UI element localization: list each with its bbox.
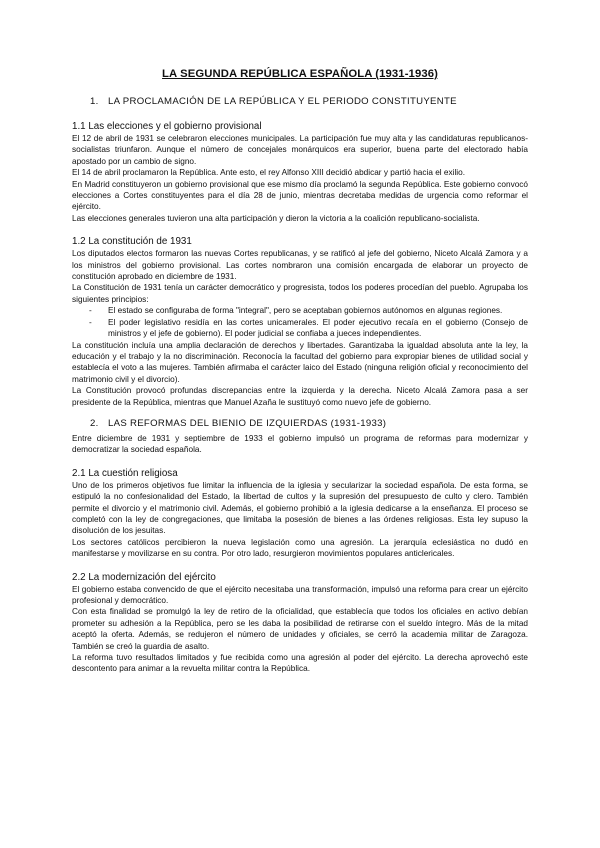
paragraph: La reforma tuvo resultados limitados y fue recibida como una agresión al poder del ejército. La derecha aprovechó este descontento para animar a la revuelta militar contra la República. xyxy=(72,653,528,674)
paragraph: Uno de los primeros objetivos fue limitar la influencia de la iglesia y secularizar la sociedad española. De esta forma, se estipuló la no confesionalidad del Estado, la libertad de cultos y la supresión del presupuesto de culto y clero. También permite el divorcio y el matrimonio civil. Además, el gobierno prohibió a la iglesia dedicarse a la enseñanza. El proceso se completó con la ley de congregaciones, que limitaba la posesión de bienes a las órdenes religiosas. Esta ley supuso la disolución de los jesuitas. xyxy=(72,480,528,536)
subsection-2-1-heading: 2.1 La cuestión religiosa xyxy=(72,467,178,479)
list-item-text: El poder legislativo residía en las cortes unicamerales. El poder ejecutivo recaía en el gobierno (Consejo de ministros y el jefe de gobierno). El poder judicial se confiaba a jueces independientes. xyxy=(108,317,528,339)
section-2-title: LAS REFORMAS DEL BIENIO DE IZQUIERDAS (1931-1933) xyxy=(108,417,387,429)
paragraph: La constitución incluía una amplia declaración de derechos y libertades. Garantizaba la igualdad absoluta ante la ley, la educación y el trabajo y la no discriminación. Reconocía la facultad del gobierno para expropiar bienes de utilidad social y establecía el voto a las mujeres. También afirmaba el carácter laico del Estado (ninguna religión oficial y reconocimiento del matrimonio civil y el divorcio). xyxy=(72,340,528,384)
document-title: LA SEGUNDA REPÚBLICA ESPAÑOLA (1931-1936) xyxy=(162,68,438,80)
paragraph: El gobierno estaba convencido de que el ejército necesitaba una transformación, impulsó una reforma para crear un ejército profesional y democrático. xyxy=(72,584,528,605)
list-item-text: El estado se configuraba de forma "integral", pero se aceptaban gobiernos autónomos en algunas regiones. xyxy=(108,306,503,316)
subsection-1-2-heading: 1.2 La constitución de 1931 xyxy=(72,236,192,248)
section-1-heading xyxy=(90,96,528,107)
section-2-heading xyxy=(90,418,528,429)
paragraph: El 14 de abril proclamaron la República. Ante esto, el rey Alfonso XIII decidió abdicar y partió hacia el exilio. xyxy=(72,168,466,178)
principles-list xyxy=(72,305,528,339)
subsection-1-1-heading: 1.1 Las elecciones y el gobierno provisional xyxy=(72,121,262,132)
section-1-number: 1. xyxy=(90,96,99,107)
paragraph: En Madrid constituyeron un gobierno provisional que ese mismo día proclamó la segunda República. Este gobierno convocó elecciones a Cortes constituyentes para el día 28 de junio, mientras decretaba medidas de urgencia como reformar el ejército. xyxy=(72,179,528,212)
list-item xyxy=(89,305,528,316)
paragraph: Los sectores católicos percibieron la nueva legislación como una agresión. La jerarquía eclesiástica no dudó en manifestarse y movilizarse en su contra. Por otro lado, resurgieron movimientos populares anticlericales. xyxy=(72,537,528,559)
bullet-dash: - xyxy=(89,317,92,327)
subsection-2-2-heading: 2.2 La modernización del ejército xyxy=(72,571,216,583)
list-item xyxy=(89,317,528,340)
section-1-title: LA PROCLAMACIÓN DE LA REPÚBLICA Y EL PERIODO CONSTITUYENTE xyxy=(108,96,457,107)
paragraph: Las elecciones generales tuvieron una alta participación y dieron la victoria a la coalición republicano-socialista. xyxy=(72,213,480,223)
section-2-number: 2. xyxy=(90,417,99,429)
bullet-dash: - xyxy=(89,306,92,316)
paragraph: Los diputados electos formaron las nuevas Cortes republicanas, y se ratificó al jefe del gobierno, Niceto Alcalá Zamora y a los ministros del gobierno provisional. Las cortes nombraron una comisión encargada de elaborar un proyecto de constitución aprobado en diciembre de 1931. xyxy=(72,249,528,282)
paragraph: La Constitución de 1931 tenía un carácter democrático y progresista, todos los poderes procedían del pueblo. Agrupaba los siguientes principios: xyxy=(72,283,528,304)
paragraph: Con esta finalidad se promulgó la ley de retiro de la oficialidad, que establecía que todos los oficiales en activo debían prometer su adhesión a la República, pero se les daba la posibilidad de retirarse con el sueldo íntegro. Más de la mitad aceptó la oferta. Además, se redujeron el número de unidades y oficiales, se cerró la academia militar de Zaragoza. También se creó la guardia de asalto. xyxy=(72,607,528,651)
paragraph: Entre diciembre de 1931 y septiembre de 1933 el gobierno impulsó un programa de reformas para modernizar y democratizar la sociedad española. xyxy=(72,433,528,455)
paragraph: El 12 de abril de 1931 se celebraron elecciones municipales. La participación fue muy alta y las candidaturas republicanos-socialistas triunfaron. Aunque el número de concejales monárquicos era superior, buena parte del electorado había apostado por un cambio de signo. xyxy=(72,134,528,166)
paragraph: La Constitución provocó profundas discrepancias entre la izquierda y la derecha. Niceto Alcalá Zamora pasa a ser presidente de la República, mientras que Manuel Azaña le sustituyó como nuevo jefe de gobierno. xyxy=(72,386,528,407)
